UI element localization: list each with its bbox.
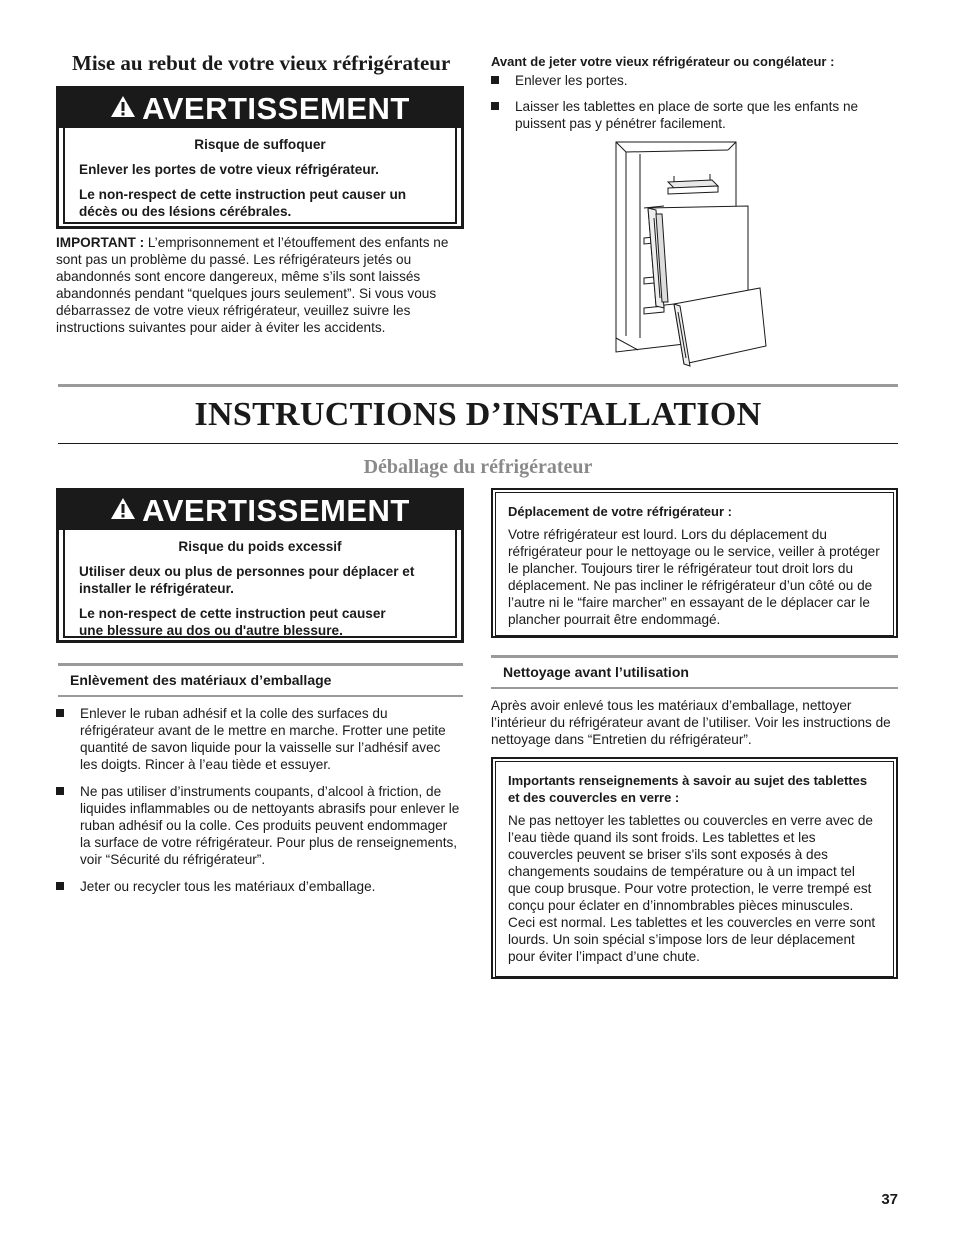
weight-warning-box [56,488,464,643]
glass-info-box [491,757,898,979]
warning-risk: Risque du poids excessif [178,539,342,554]
warning-line-2: Le non-respect de cette instruction peut causer une blessure au dos ou d'autre blessure. [79,606,386,638]
warning-line-1: Enlever les portes de votre vieux réfrigérateur. [79,162,379,177]
warning-body [63,128,457,224]
before-disposal-title: Avant de jeter votre vieux réfrigérateur ou congélateur : [491,54,835,69]
important-paragraph [56,234,462,336]
list-item: Enlever les portes. [491,72,891,89]
list-item: Enlever le ruban adhésif et la colle des surfaces du réfrigérateur avant de le mettre en marche. Frotter une petite quantité de savon liquide pour la vaisselle sur l’adhésif avec les doigts. Rincer à l’eau tiède et essuyer. [56,705,460,773]
list-item: Ne pas utiliser d’instruments coupants, d’alcool à friction, de liquides inflammables ou de nettoyants abrasifs pour enlever le ruban adhésif ou la colle. Ces produits peuvent endommager la surface de votre réfrigérateur. Pour plus de renseignements, voir “Sécurité du réfrigérateur”. [56,783,460,868]
warning-triangle-icon [110,490,136,529]
moving-text: Votre réfrigérateur est lourd. Lors du déplacement du réfrigérateur pour le nettoyage ou le service, veiller à protéger le plancher. Toujours tirer le réfrigérateur tout droit lors du déplacement. Ne pas incliner le réfrigérateur d’un côté ou de l’autre ni le “faire marcher” en essayant de le déplacer car le plancher pourrait être endommagé. [508,527,880,627]
disposal-heading: Mise au rebut de votre vieux réfrigérateur [72,51,451,75]
warning-label: AVERTISSEMENT [142,493,410,528]
warning-line-2: Le non-respect de cette instruction peut causer un décès ou des lésions cérébrales. [79,187,407,219]
section-title-rule [58,443,898,444]
glass-info-inner [495,761,894,977]
page-number: 37 [881,1191,898,1208]
suffocation-warning-box [56,86,464,229]
cleaning-paragraph: Après avoir enlevé tous les matériaux d’emballage, nettoyer l’intérieur du réfrigérateur avant de l’utiliser. Voir les instructions de nettoyage dans “Entretien du réfrigérateur”. [491,698,891,747]
warning-line-1: Utiliser deux ou plus de personnes pour déplacer et installer le réfrigérateur. [79,564,415,596]
warning-header [56,89,464,128]
section-top-rule [58,384,898,387]
refrigerator-illustration [608,138,778,370]
list-item: Laisser les tablettes en place de sorte que les enfants ne puissent pas y pénétrer facilement. [491,98,891,132]
warning-body [63,530,457,638]
section-subtitle: Déballage du réfrigérateur [363,456,593,478]
page-title: INSTRUCTIONS D’INSTALLATION [194,396,762,433]
moving-info-inner [495,492,894,636]
warning-triangle-icon [110,88,136,127]
list-item: Jeter ou recycler tous les matériaux d’emballage. [56,878,460,895]
cleaning-section-header: Nettoyage avant l’utilisation [491,655,898,689]
warning-risk: Risque de suffoquer [194,137,326,152]
moving-title: Déplacement de votre réfrigérateur : [508,504,732,519]
before-disposal-list [491,72,891,141]
warning-label: AVERTISSEMENT [142,91,410,126]
packaging-list [56,705,460,904]
moving-info-box [491,488,898,638]
warning-header [56,491,464,530]
important-text: L’emprisonnement et l’étouffement des enfants ne sont pas un problème du passé. Les réfrigérateurs jetés ou abandonnés sont encore dangereux, même s’ils sont laissés abandonnés pendant “quelques jours seulement”. Si vous vous débarrassez de votre vieux réfrigérateur, veuillez suivre les instructions suivantes pour aider à éviter les accidents. [56,235,449,335]
glass-title: Importants renseignements à savoir au sujet des tablettes et des couvercles en verre : [508,773,868,805]
glass-text: Ne pas nettoyer les tablettes ou couvercles en verre avec de l’eau tiède quand ils sont froids. Les tablettes et les couvercles peuvent se briser s'ils sont exposés à des changements soudains de température ou à un impact tel que coup brusque. Pour votre protection, le verre trempé est conçu pour éclater en d’innombrables pièces minuscules. Ceci est normal. Les tablettes et les couvercles en verre sont lourds. Un soin spécial s’impose lors de leur déplacement pour éviter l’impact d’une chute. [508,813,876,964]
packaging-section-header: Enlèvement des matériaux d’emballage [58,663,463,697]
important-label: IMPORTANT : [56,235,145,250]
